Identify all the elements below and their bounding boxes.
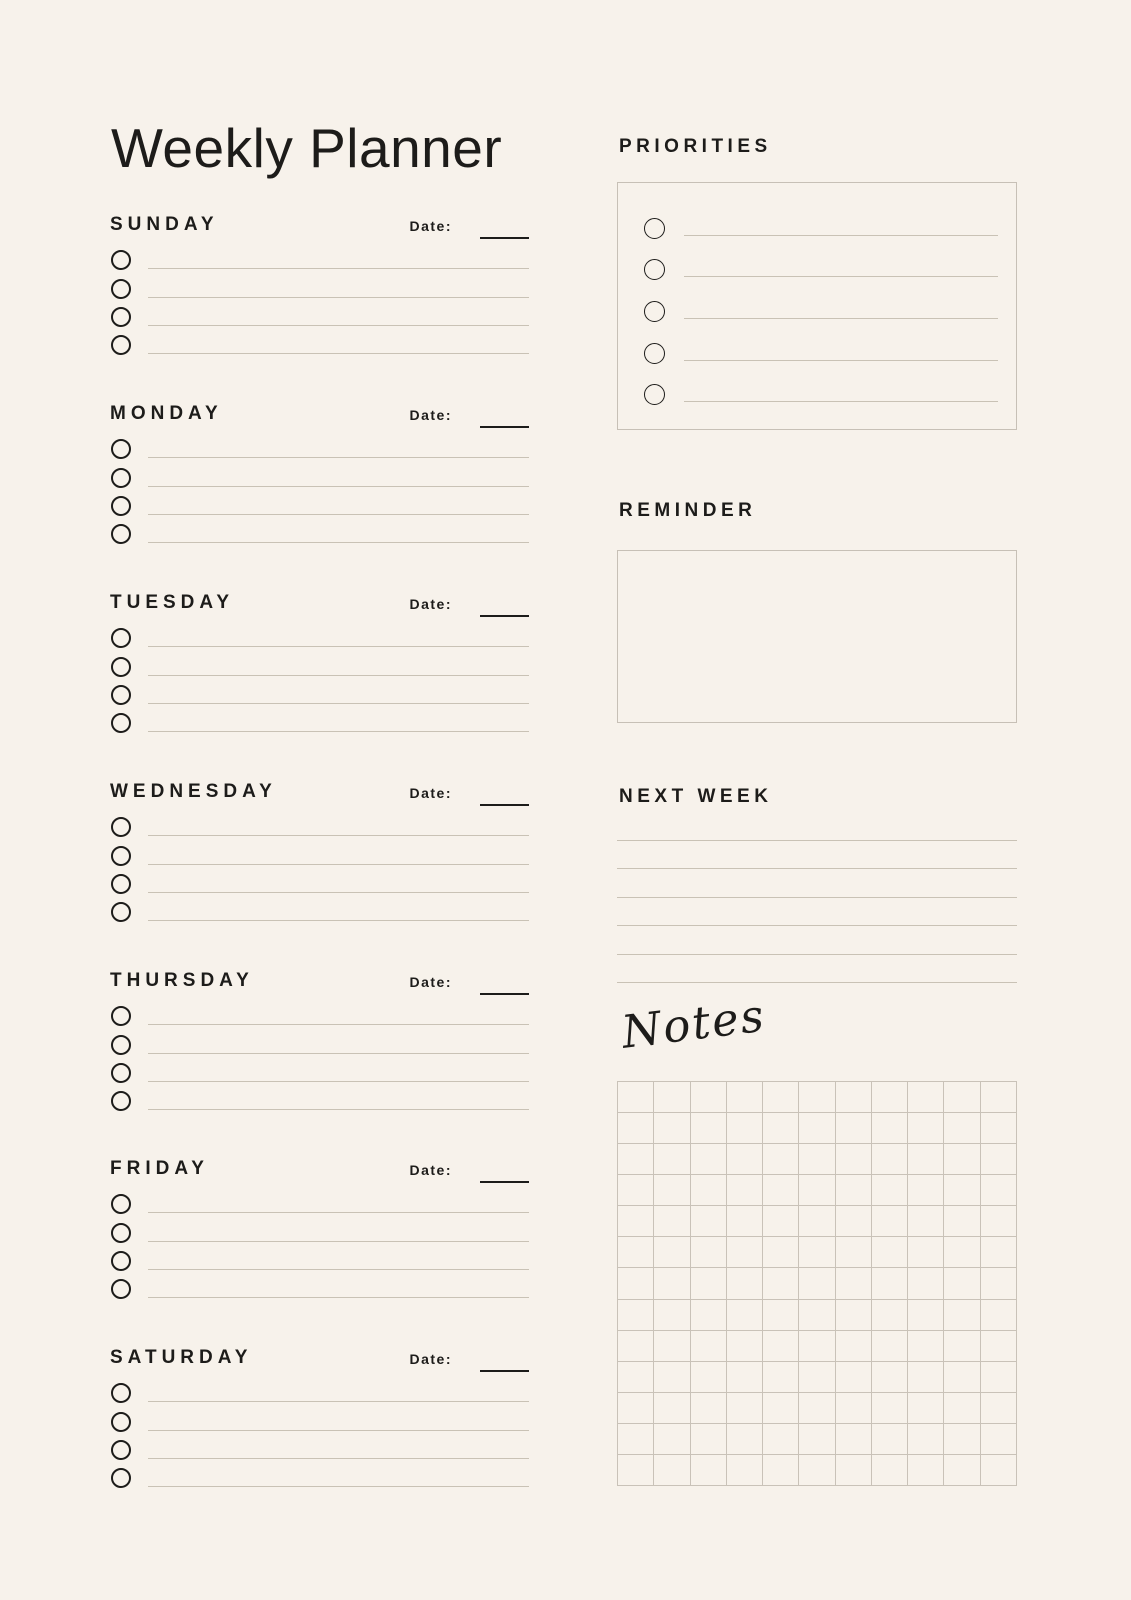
date-group (409, 974, 529, 990)
next-week-line (617, 869, 1017, 898)
notes-grid-cell (981, 1113, 1017, 1144)
next-week-lines (617, 812, 1017, 983)
notes-grid-cell (836, 1175, 872, 1206)
day-header (110, 782, 529, 801)
notes-grid-cell (908, 1331, 944, 1362)
notes-grid-cell (981, 1331, 1017, 1362)
notes-grid-cell (836, 1424, 872, 1455)
task-row (110, 487, 529, 515)
notes-grid-cell (654, 1331, 690, 1362)
notes-grid-cell (944, 1300, 980, 1331)
task-row (110, 298, 529, 326)
date-underline (480, 804, 529, 806)
notes-grid-cell (763, 1206, 799, 1237)
date-underline (480, 237, 529, 239)
notes-grid-cell (799, 1455, 835, 1486)
notes-grid-cell (908, 1455, 944, 1486)
day-label: FRIDAY (110, 1158, 209, 1179)
date-label: Date: (409, 1162, 452, 1178)
notes-grid-cell (763, 1175, 799, 1206)
task-circle (111, 1279, 131, 1299)
notes-grid-cell (981, 1082, 1017, 1113)
task-circle (111, 713, 131, 733)
task-row (110, 704, 529, 732)
task-row (110, 893, 529, 921)
task-row (110, 836, 529, 864)
notes-grid-cell (799, 1393, 835, 1424)
notes-grid-cell (618, 1082, 654, 1113)
notes-grid-cell (691, 1206, 727, 1237)
notes-grid-cell (908, 1237, 944, 1268)
notes-grid-cell (654, 1300, 690, 1331)
task-row (110, 1185, 529, 1213)
date-label: Date: (409, 785, 452, 801)
notes-grid-cell (691, 1424, 727, 1455)
day-section (110, 1159, 529, 1298)
notes-grid-cell (944, 1455, 980, 1486)
next-week-line (617, 841, 1017, 870)
notes-grid-cell (691, 1362, 727, 1393)
day-section (110, 215, 529, 354)
date-group (409, 218, 529, 234)
notes-grid-cell (691, 1113, 727, 1144)
notes-grid-cell (691, 1393, 727, 1424)
priorities-box (617, 182, 1017, 430)
notes-grid-cell (763, 1113, 799, 1144)
notes-grid-cell (618, 1424, 654, 1455)
notes-grid-cell (981, 1206, 1017, 1237)
notes-grid-cell (944, 1206, 980, 1237)
date-label: Date: (409, 1351, 452, 1367)
notes-grid-cell (763, 1393, 799, 1424)
notes-grid-cell (872, 1300, 908, 1331)
task-circle (111, 1194, 131, 1214)
date-group (409, 785, 529, 801)
notes-grid-cell (799, 1362, 835, 1393)
notes-grid-cell (836, 1300, 872, 1331)
notes-grid-cell (981, 1300, 1017, 1331)
next-week-line (617, 955, 1017, 984)
notes-grid-cell (981, 1175, 1017, 1206)
task-list (110, 997, 529, 1110)
notes-grid-cell (799, 1424, 835, 1455)
notes-grid-cell (727, 1175, 763, 1206)
task-row (110, 458, 529, 486)
notes-grid-cell (908, 1113, 944, 1144)
task-circle (111, 335, 131, 355)
notes-grid-cell (872, 1206, 908, 1237)
notes-grid-cell (654, 1455, 690, 1486)
notes-grid-cell (836, 1206, 872, 1237)
notes-grid-cell (691, 1237, 727, 1268)
notes-grid-cell (872, 1455, 908, 1486)
notes-grid-cell (618, 1113, 654, 1144)
task-row (110, 1025, 529, 1053)
task-line (148, 1297, 529, 1298)
notes-grid-cell (836, 1331, 872, 1362)
task-list (110, 1374, 529, 1487)
notes-grid-cell (944, 1144, 980, 1175)
notes-heading: Notes (618, 988, 769, 1059)
day-header (110, 215, 529, 234)
notes-grid-cell (908, 1175, 944, 1206)
notes-grid-cell (799, 1237, 835, 1268)
task-row (110, 1054, 529, 1082)
task-line (148, 731, 529, 732)
notes-grid-cell (944, 1393, 980, 1424)
task-row (110, 647, 529, 675)
task-row (110, 619, 529, 647)
day-header (110, 1348, 529, 1367)
task-row (110, 865, 529, 893)
notes-grid-cell (944, 1331, 980, 1362)
notes-grid-cell (836, 1455, 872, 1486)
notes-grid-cell (799, 1082, 835, 1113)
task-circle (111, 1223, 131, 1243)
notes-grid-cell (654, 1144, 690, 1175)
task-circle (111, 250, 131, 270)
notes-grid-cell (763, 1331, 799, 1362)
task-circle (111, 468, 131, 488)
date-underline (480, 615, 529, 617)
notes-grid-cell (727, 1082, 763, 1113)
notes-grid (617, 1081, 1017, 1486)
notes-grid-cell (691, 1331, 727, 1362)
notes-grid-cell (799, 1331, 835, 1362)
notes-grid-cell (872, 1362, 908, 1393)
notes-grid-cell (763, 1455, 799, 1486)
task-circle (111, 279, 131, 299)
date-label: Date: (409, 218, 452, 234)
notes-grid-cell (944, 1237, 980, 1268)
notes-grid-cell (908, 1300, 944, 1331)
date-underline (480, 1181, 529, 1183)
priorities-heading: PRIORITIES (619, 136, 772, 157)
notes-grid-cell (727, 1206, 763, 1237)
reminder-box (617, 550, 1017, 723)
task-row (110, 326, 529, 354)
task-circle (111, 1412, 131, 1432)
notes-grid-cell (836, 1113, 872, 1144)
day-section (110, 1348, 529, 1487)
task-circle (111, 846, 131, 866)
task-list (110, 619, 529, 732)
notes-grid-cell (872, 1237, 908, 1268)
date-underline (480, 1370, 529, 1372)
notes-grid-cell (618, 1362, 654, 1393)
notes-grid-cell (908, 1393, 944, 1424)
notes-grid-cell (654, 1393, 690, 1424)
notes-grid-cell (872, 1144, 908, 1175)
task-list (110, 808, 529, 921)
notes-grid-cell (799, 1206, 835, 1237)
task-row (110, 1270, 529, 1298)
task-row (110, 515, 529, 543)
notes-grid-cell (908, 1206, 944, 1237)
task-row (110, 808, 529, 836)
notes-grid-cell (836, 1144, 872, 1175)
notes-grid-cell (727, 1237, 763, 1268)
notes-grid-cell (836, 1082, 872, 1113)
notes-grid-cell (981, 1424, 1017, 1455)
notes-grid-cell (981, 1362, 1017, 1393)
notes-grid-cell (872, 1268, 908, 1299)
notes-grid-cell (618, 1393, 654, 1424)
notes-grid-cell (763, 1362, 799, 1393)
notes-grid-cell (799, 1113, 835, 1144)
notes-grid-cell (654, 1424, 690, 1455)
date-label: Date: (409, 407, 452, 423)
task-circle (111, 496, 131, 516)
day-section (110, 404, 529, 543)
day-label: SUNDAY (110, 214, 219, 235)
notes-grid-cell (618, 1206, 654, 1237)
notes-grid-cell (727, 1268, 763, 1299)
task-row (110, 1242, 529, 1270)
notes-grid-cell (618, 1268, 654, 1299)
task-circle (111, 307, 131, 327)
notes-grid-cell (872, 1393, 908, 1424)
notes-grid-cell (908, 1362, 944, 1393)
notes-grid-cell (727, 1113, 763, 1144)
notes-grid-cell (944, 1113, 980, 1144)
notes-grid-cell (908, 1268, 944, 1299)
date-group (409, 596, 529, 612)
notes-grid-cell (908, 1424, 944, 1455)
notes-grid-cell (763, 1300, 799, 1331)
notes-grid-cell (654, 1237, 690, 1268)
notes-grid-cell (908, 1144, 944, 1175)
task-row (110, 1213, 529, 1241)
day-label: SATURDAY (110, 1347, 253, 1368)
notes-grid-cell (691, 1268, 727, 1299)
notes-grid-cell (618, 1455, 654, 1486)
day-section (110, 782, 529, 921)
task-circle (111, 1251, 131, 1271)
task-row (110, 1431, 529, 1459)
notes-grid-cell (872, 1331, 908, 1362)
reminder-heading: REMINDER (619, 500, 757, 521)
notes-grid-cell (763, 1268, 799, 1299)
notes-grid-cell (872, 1113, 908, 1144)
notes-grid-cell (618, 1300, 654, 1331)
notes-grid-cell (981, 1455, 1017, 1486)
notes-grid-cell (654, 1082, 690, 1113)
task-circle (111, 1383, 131, 1403)
notes-grid-cell (727, 1362, 763, 1393)
notes-grid-cell (836, 1393, 872, 1424)
notes-grid-cell (654, 1113, 690, 1144)
notes-grid-cell (872, 1424, 908, 1455)
page-title: Weekly Planner (111, 117, 503, 179)
date-underline (480, 426, 529, 428)
notes-grid-cell (618, 1237, 654, 1268)
notes-grid-cell (727, 1455, 763, 1486)
notes-grid-cell (691, 1455, 727, 1486)
priority-row (618, 194, 1016, 236)
notes-grid-cell (981, 1144, 1017, 1175)
task-row (110, 676, 529, 704)
task-row (110, 1374, 529, 1402)
notes-grid-cell (763, 1237, 799, 1268)
day-section (110, 971, 529, 1110)
next-week-heading: NEXT WEEK (619, 786, 773, 807)
day-label: TUESDAY (110, 592, 235, 613)
task-circle (111, 628, 131, 648)
day-section (110, 593, 529, 732)
task-line (148, 542, 529, 543)
notes-grid-cell (799, 1268, 835, 1299)
task-row (110, 1459, 529, 1487)
notes-grid-cell (727, 1331, 763, 1362)
task-list (110, 1185, 529, 1298)
day-label: WEDNESDAY (110, 781, 277, 802)
next-week-line (617, 926, 1017, 955)
notes-grid-cell (908, 1082, 944, 1113)
day-label: THURSDAY (110, 970, 254, 991)
notes-grid-cell (691, 1144, 727, 1175)
notes-grid-cell (799, 1300, 835, 1331)
task-line (148, 353, 529, 354)
notes-grid-cell (654, 1268, 690, 1299)
notes-grid-cell (836, 1268, 872, 1299)
task-circle (111, 439, 131, 459)
date-group (409, 1162, 529, 1178)
date-group (409, 407, 529, 423)
notes-grid-cell (944, 1268, 980, 1299)
notes-grid-cell (981, 1393, 1017, 1424)
task-circle (111, 685, 131, 705)
task-circle (111, 902, 131, 922)
notes-grid-cell (691, 1300, 727, 1331)
task-line (148, 1109, 529, 1110)
notes-grid-cell (799, 1144, 835, 1175)
date-label: Date: (409, 596, 452, 612)
notes-grid-cell (872, 1175, 908, 1206)
notes-grid-cell (763, 1082, 799, 1113)
date-underline (480, 993, 529, 995)
day-header (110, 1159, 529, 1178)
task-list (110, 430, 529, 543)
next-week-line (617, 812, 1017, 841)
task-circle (111, 1063, 131, 1083)
notes-grid-cell (763, 1144, 799, 1175)
priority-row (618, 236, 1016, 278)
task-circle (111, 657, 131, 677)
notes-grid-cell (618, 1144, 654, 1175)
task-circle (111, 1035, 131, 1055)
day-label: MONDAY (110, 403, 223, 424)
notes-grid-cell (836, 1362, 872, 1393)
notes-grid-cell (872, 1082, 908, 1113)
notes-grid-cell (727, 1393, 763, 1424)
notes-grid-cell (944, 1362, 980, 1393)
priority-row (618, 277, 1016, 319)
notes-grid-cell (836, 1237, 872, 1268)
day-header (110, 404, 529, 423)
task-circle (111, 1440, 131, 1460)
notes-grid-cell (654, 1362, 690, 1393)
day-header (110, 593, 529, 612)
task-circle (111, 524, 131, 544)
task-list (110, 241, 529, 354)
notes-grid-cell (727, 1300, 763, 1331)
notes-grid-cell (727, 1144, 763, 1175)
priority-circle (644, 384, 665, 405)
notes-grid-cell (691, 1175, 727, 1206)
task-circle (111, 1468, 131, 1488)
notes-grid-cell (763, 1424, 799, 1455)
notes-grid-cell (691, 1082, 727, 1113)
notes-grid-cell (981, 1268, 1017, 1299)
task-circle (111, 874, 131, 894)
task-circle (111, 1091, 131, 1111)
task-circle (111, 817, 131, 837)
priority-line (684, 401, 998, 402)
task-row (110, 269, 529, 297)
task-row (110, 997, 529, 1025)
date-group (409, 1351, 529, 1367)
priority-row (618, 319, 1016, 361)
task-line (148, 920, 529, 921)
notes-grid-cell (944, 1424, 980, 1455)
notes-grid-cell (727, 1424, 763, 1455)
task-row (110, 430, 529, 458)
next-week-line (617, 898, 1017, 927)
priority-row (618, 361, 1016, 403)
day-header (110, 971, 529, 990)
task-row (110, 1402, 529, 1430)
task-line (148, 1486, 529, 1487)
notes-grid-cell (654, 1206, 690, 1237)
notes-grid-cell (981, 1237, 1017, 1268)
task-row (110, 1082, 529, 1110)
notes-grid-cell (944, 1082, 980, 1113)
task-row (110, 241, 529, 269)
notes-grid-cell (618, 1331, 654, 1362)
notes-grid-cell (618, 1175, 654, 1206)
task-circle (111, 1006, 131, 1026)
date-label: Date: (409, 974, 452, 990)
notes-grid-cell (654, 1175, 690, 1206)
notes-grid-cell (944, 1175, 980, 1206)
notes-grid-cell (799, 1175, 835, 1206)
